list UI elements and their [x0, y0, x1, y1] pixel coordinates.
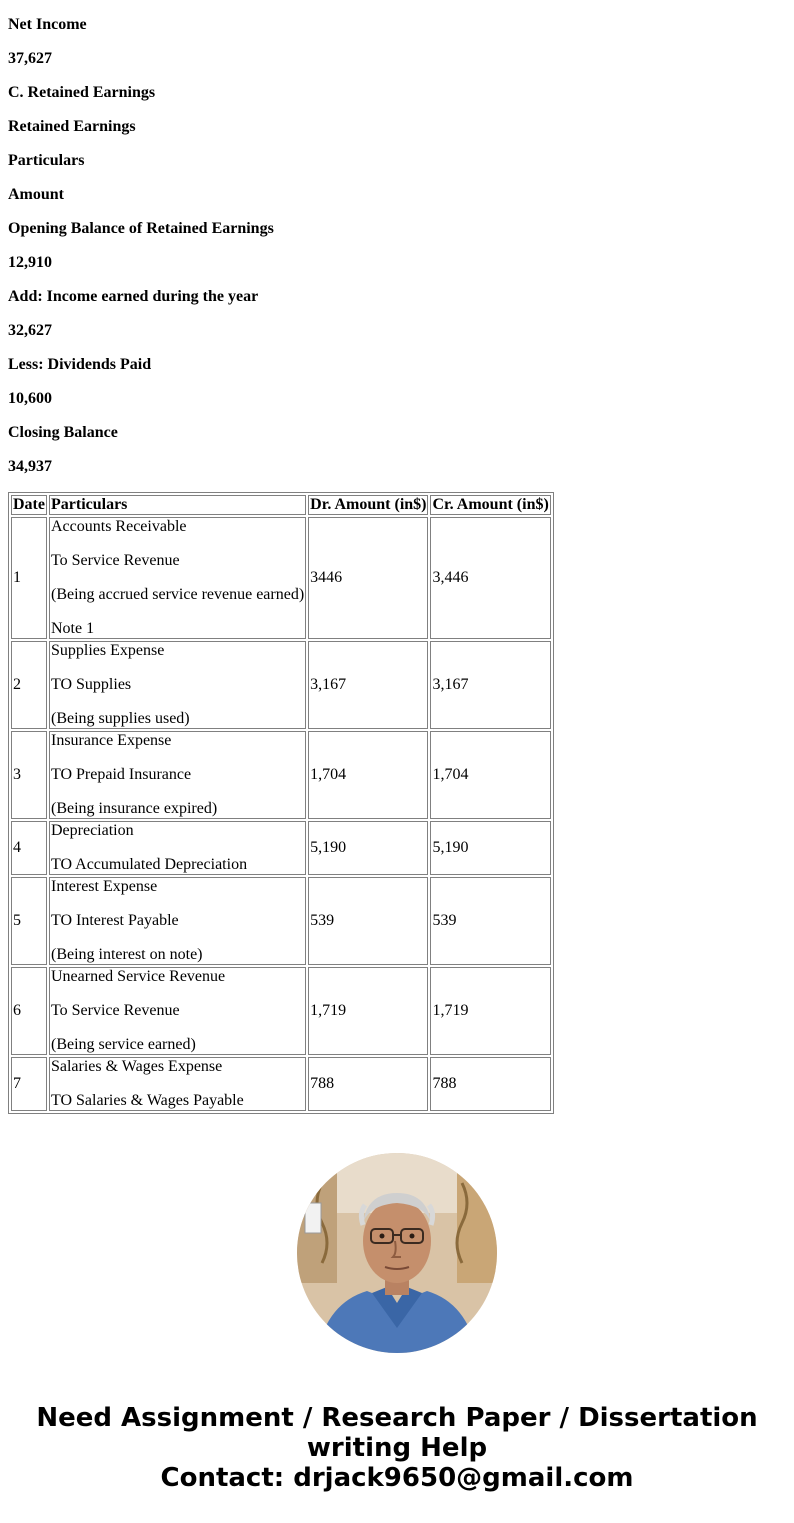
entry-cr-amount: 5,190 — [430, 821, 550, 875]
particulars-line: TO Interest Payable — [50, 912, 179, 929]
author-avatar — [297, 1153, 497, 1353]
particulars-line: TO Supplies — [50, 676, 132, 693]
table-row — [11, 877, 551, 965]
column-particulars: Particulars — [8, 152, 85, 169]
promo-banner — [0, 1403, 794, 1493]
particulars-line: Note 1 — [50, 620, 95, 637]
entry-dr-amount: 1,704 — [308, 731, 428, 819]
author-photo-icon — [297, 1153, 497, 1353]
particulars-line: TO Prepaid Insurance — [50, 766, 192, 783]
table-row — [11, 821, 551, 875]
particulars-line: (Being insurance expired) — [50, 800, 218, 817]
section-heading: C. Retained Earnings — [8, 84, 156, 101]
net-income-value: 37,627 — [8, 50, 52, 67]
table-header-row — [11, 495, 551, 515]
entry-dr-amount: 3,167 — [308, 641, 428, 729]
entry-particulars — [49, 641, 306, 729]
entry-dr-amount: 539 — [308, 877, 428, 965]
journal-body — [11, 517, 551, 1111]
table-row — [11, 1057, 551, 1111]
closing-balance-label: Closing Balance — [8, 424, 118, 441]
opening-balance-label: Opening Balance of Retained Earnings — [8, 220, 274, 237]
journal-entries-table — [8, 492, 554, 1114]
particulars-line: Interest Expense — [50, 878, 158, 895]
particulars-line: Supplies Expense — [50, 642, 165, 659]
particulars-line: TO Accumulated Depreciation — [50, 856, 248, 873]
statement-title: Retained Earnings — [8, 118, 136, 135]
entry-particulars — [49, 731, 306, 819]
entry-cr-amount: 3,446 — [430, 517, 550, 639]
particulars-line: (Being service earned) — [50, 1036, 196, 1053]
entry-date: 1 — [11, 517, 47, 639]
opening-balance-value: 12,910 — [8, 254, 52, 271]
entry-cr-amount: 3,167 — [430, 641, 550, 729]
income-earned-value: 32,627 — [8, 322, 52, 339]
particulars-line: Depreciation — [50, 822, 134, 839]
entry-cr-amount: 788 — [430, 1057, 550, 1111]
dividends-paid-value: 10,600 — [8, 390, 52, 407]
entry-date: 3 — [11, 731, 47, 819]
header-particulars: Particulars — [49, 495, 306, 515]
entry-cr-amount: 1,704 — [430, 731, 550, 819]
entry-particulars — [49, 967, 306, 1055]
entry-cr-amount: 1,719 — [430, 967, 550, 1055]
particulars-line: TO Salaries & Wages Payable — [50, 1092, 244, 1109]
table-row — [11, 967, 551, 1055]
header-date: Date — [13, 496, 45, 513]
entry-dr-amount: 5,190 — [308, 821, 428, 875]
entry-date: 5 — [11, 877, 47, 965]
particulars-line: Unearned Service Revenue — [50, 968, 226, 985]
entry-particulars — [49, 821, 306, 875]
closing-balance-value: 34,937 — [8, 458, 52, 475]
entry-dr-amount: 3446 — [308, 517, 428, 639]
table-row — [11, 517, 551, 639]
header-cr-amount: Cr. Amount (in$) — [432, 496, 549, 513]
entry-date: 4 — [11, 821, 47, 875]
entry-dr-amount: 788 — [308, 1057, 428, 1111]
table-row — [11, 731, 551, 819]
net-income-label: Net Income — [8, 16, 87, 33]
particulars-line: (Being interest on note) — [50, 946, 203, 963]
particulars-line: Accounts Receivable — [50, 518, 187, 535]
promo-contact: Contact: drjack9650@gmail.com — [160, 1463, 634, 1493]
promo-line-1: Need Assignment / Research Paper / Dissertation — [36, 1403, 758, 1433]
entry-particulars — [49, 517, 306, 639]
entry-date: 2 — [11, 641, 47, 729]
entry-date: 7 — [11, 1057, 47, 1111]
particulars-line: (Being supplies used) — [50, 710, 190, 727]
promo-line-2: writing Help — [306, 1433, 488, 1463]
entry-particulars — [49, 877, 306, 965]
entry-particulars — [49, 1057, 306, 1111]
particulars-line: Salaries & Wages Expense — [50, 1058, 223, 1075]
header-dr-amount: Dr. Amount (in$) — [310, 496, 427, 513]
particulars-line: To Service Revenue — [50, 1002, 180, 1019]
entry-dr-amount: 1,719 — [308, 967, 428, 1055]
income-earned-label: Add: Income earned during the year — [8, 288, 259, 305]
particulars-line: (Being accrued service revenue earned) — [50, 586, 305, 603]
dividends-paid-label: Less: Dividends Paid — [8, 356, 152, 373]
column-amount: Amount — [8, 186, 65, 203]
entry-date: 6 — [11, 967, 47, 1055]
particulars-line: To Service Revenue — [50, 552, 180, 569]
entry-cr-amount: 539 — [430, 877, 550, 965]
particulars-line: Insurance Expense — [50, 732, 172, 749]
table-row — [11, 641, 551, 729]
